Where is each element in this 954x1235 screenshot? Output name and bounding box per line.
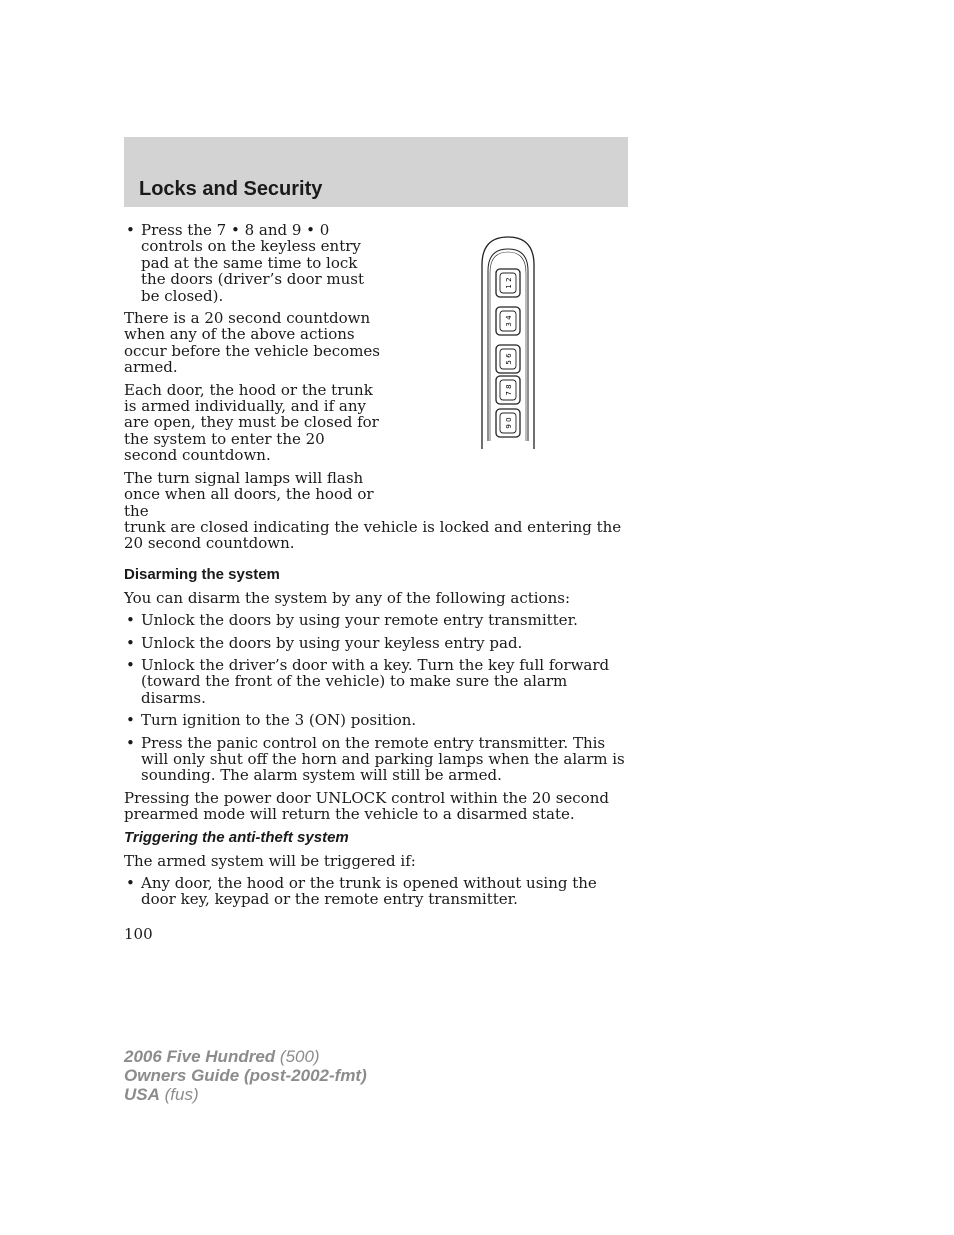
list-item: • Turn ignition to the 3 (ON) position. xyxy=(124,712,628,728)
countdown-paragraph: There is a 20 second countdown when any of the above actions occur before the vehicle becomes armed. xyxy=(124,309,381,377)
list-item: • Press the 7 • 8 and 9 • 0 controls on the keyless entry pad at the same time to lock the doors (driver’s door must be closed). xyxy=(124,222,380,304)
footer-guide: Owners Guide (post-2002-fmt) xyxy=(124,1066,367,1085)
disarming-closing-paragraph: Pressing the power door UNLOCK control within the 20 second prearmed mode will return the vehicle to a disarmed state. xyxy=(124,788,609,824)
turn-signal-text-part-1: The turn signal lamps will flash once when all doors, the hood or the xyxy=(124,468,374,520)
triggering-intro: The armed system will be triggered if: xyxy=(124,851,416,870)
page-number: 100 xyxy=(124,925,153,943)
footer-line-1 xyxy=(124,1047,367,1066)
triggering-heading: Triggering the anti-theft system xyxy=(124,828,349,846)
triggering-bullet-list xyxy=(124,875,628,908)
svg-text:7 8: 7 8 xyxy=(505,384,513,396)
footer-model-code: (500) xyxy=(279,1047,320,1066)
disarming-heading: Disarming the system xyxy=(124,565,280,583)
footer-market: USA xyxy=(124,1085,160,1104)
svg-text:1 2: 1 2 xyxy=(505,277,513,289)
turn-signal-text-part-2: trunk are closed indicating the vehicle is locked and entering the 20 second countdown. xyxy=(124,517,622,553)
list-item: • Any door, the hood or the trunk is opened without using the door key, keypad or the remote entry transmitter. xyxy=(124,875,628,908)
disarming-bullet-list xyxy=(124,612,628,784)
document-footer xyxy=(124,1047,367,1104)
footer-model: 2006 Five Hundred xyxy=(124,1047,276,1066)
list-item: • Unlock the doors by using your keyless entry pad. xyxy=(124,635,628,651)
list-item: • Press the panic control on the remote entry transmitter. This will only shut off the horn and parking lamps when the alarm is sounding. The alarm system will still be armed. xyxy=(124,735,628,784)
footer-line-3 xyxy=(124,1085,367,1104)
section-title: Locks and Security xyxy=(139,178,323,200)
list-item: • Unlock the driver’s door with a key. Turn the key full forward (toward the front of the vehicle) to make sure the alarm disarms. xyxy=(124,657,628,706)
svg-text:3 4: 3 4 xyxy=(505,315,513,327)
svg-text:5 6: 5 6 xyxy=(505,353,513,365)
svg-text:9 0: 9 0 xyxy=(505,417,513,429)
page-content xyxy=(124,222,628,914)
turn-signal-paragraph xyxy=(124,470,628,552)
armed-individually-paragraph: Each door, the hood or the trunk is armed individually, and if any are open, they must be closed for the system to enter the 20 second countdown. xyxy=(124,380,379,465)
intro-bullet-list xyxy=(124,222,380,304)
disarming-intro: You can disarm the system by any of the following actions: xyxy=(124,588,570,607)
footer-line-2 xyxy=(124,1066,367,1085)
footer-market-code: (fus) xyxy=(164,1085,199,1104)
list-item: • Unlock the doors by using your remote entry transmitter. xyxy=(124,612,628,628)
section-header-band xyxy=(124,137,628,207)
